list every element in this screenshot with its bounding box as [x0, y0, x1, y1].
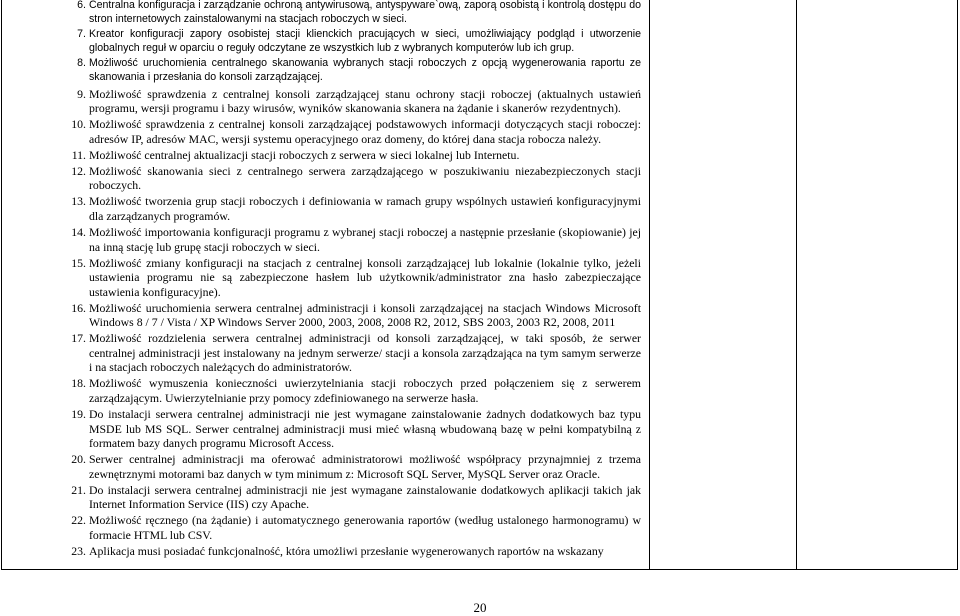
item-text: Możliwość uruchomienia serwera centralnej administracji i konsoli zarządzającej na stacjach Windows Microsoft Windows 8 / 7 / Vista / XP Windows Server 2000, 2003, 2008, 2008 R2, 2012, SBS 2003, 2003 R2, 2008, 2011	[89, 300, 641, 330]
item-number: 17.	[71, 331, 86, 346]
item-text: Do instalacji serwera centralnej administracji nie jest wymagane zainstalowanie dodatkowych aplikacji takich jak Internet Information Service (IIS) czy Apache.	[89, 482, 641, 512]
item-number: 16.	[71, 300, 86, 315]
item-number: 6.	[77, 0, 86, 11]
list-item	[64, 225, 641, 254]
list-item	[64, 117, 641, 146]
requirements-list	[64, 0, 641, 560]
item-text: Możliwość centralnej aktualizacji stacji roboczych z serwera w sieci lokalnej lub Internetu.	[89, 147, 520, 162]
list-item	[64, 407, 641, 451]
list-item	[64, 301, 641, 330]
item-number: 14.	[71, 225, 86, 240]
column-divider-1	[649, 0, 650, 570]
item-number: 20.	[71, 452, 86, 467]
item-text: Aplikacja musi posiadać funkcjonalność, która umożliwi przesłanie wygenerowanych raportów na wskazany	[89, 543, 604, 558]
list-item	[64, 483, 641, 512]
item-text: Centralna konfiguracja i zarządzanie ochroną antywirusową, antyspyware`ową, zaporą osobistą i kontrolą dostępu do stron internetowych zainstalowanymi na stacjach roboczych w sieci.	[89, 0, 641, 25]
list-item	[64, 513, 641, 542]
list-item	[64, 194, 641, 223]
item-number: 18.	[71, 376, 86, 391]
list-item	[64, 331, 641, 375]
item-number: 12.	[71, 163, 86, 178]
column-divider-2	[796, 0, 797, 570]
item-number: 19.	[71, 407, 86, 421]
item-text: Do instalacji serwera centralnej administracji nie jest wymagane zainstalowanie żadnych dodatkowych baz typu MSDE lub MS SQL. Serwer centralnej administracji musi mieć własną wbudowaną bazę w pełni kompatybilną z formatem bazy danych programu Microsoft Access.	[89, 407, 641, 450]
list-item	[64, 28, 641, 56]
item-text: Możliwość sprawdzenia z centralnej konsoli zarządzającej stanu ochrony stacji roboczej (aktualnych ustawień programu, wersji programu i bazy wirusów, wyników skanowania skanera na żądanie i skanerów rezydentnych).	[89, 86, 641, 116]
item-text: Możliwość uruchomienia centralnego skanowania wybranych stacji roboczych z opcją wygenerowania raportu ze skanowania i przesłania do konsoli zarządzającej.	[89, 57, 641, 84]
item-text: Kreator konfiguracji zapory osobistej stacji klienckich pracujących w sieci, umożliwiający podgląd i utworzenie globalnych reguł w oparciu o reguły odczytane ze wszystkich lub z wybranych komputerów lub ich grup.	[89, 28, 641, 54]
list-item	[64, 544, 641, 559]
item-number: 8.	[77, 57, 86, 70]
item-number: 21.	[71, 482, 86, 497]
item-text: Serwer centralnej administracji ma oferować administratorowi możliwość współpracy przynajmniej z trzema zewnętrznymi motorami baz danych w tym minimum z: Microsoft SQL Server, MySQL Server oraz Oracle.	[89, 452, 641, 481]
item-number: 15.	[71, 255, 86, 270]
item-number: 7.	[77, 28, 86, 41]
item-text: Możliwość ręcznego (na żądanie) i automatycznego generowania raportów (według ustalonego harmonogramu) w formacie HTML lub CSV.	[89, 513, 641, 542]
item-text: Możliwość tworzenia grup stacji roboczych i definiowania w ramach grupy wspólnych ustawień konfiguracyjnymi dla zarządzanych programów.	[89, 194, 641, 223]
list-item	[64, 87, 641, 116]
list-item	[64, 0, 641, 27]
item-text: Możliwość sprawdzenia z centralnej konsoli zarządzającej podstawowych informacji dotyczących stacji roboczej: adresów IP, adresów MAC, wersji systemu operacyjnego oraz domeny, do której dana stacja robocza należy.	[89, 117, 641, 146]
list-item	[64, 256, 641, 300]
item-text: Możliwość rozdzielenia serwera centralnej administracji od konsoli zarządzającej, w taki sposób, że serwer centralnej administracji jest instalowany na jednym serwerze/ stacji a konsola zarządzająca na tym samym serwerze i na stacjach roboczych należących do administratorów.	[89, 331, 641, 375]
item-number: 13.	[71, 194, 86, 209]
list-item	[64, 57, 641, 85]
list-item	[64, 148, 641, 163]
item-number: 23.	[71, 543, 86, 558]
list-item	[64, 164, 641, 193]
item-number: 22.	[71, 513, 86, 528]
list-item	[64, 452, 641, 481]
item-number: 9.	[77, 86, 86, 101]
item-text: Możliwość importowania konfiguracji programu z wybranej stacji roboczej a następnie przesłanie (skopiowanie) jej na inną stację lub grupę stacji roboczych w sieci.	[89, 225, 641, 254]
item-text: Możliwość wymuszenia konieczności uwierzytelniania stacji roboczych przed połączeniem się z serwerem zarządzającym. Uwierzytelnianie przy pomocy zdefiniowanego na serwerze hasła.	[89, 376, 641, 405]
item-text: Możliwość skanowania sieci z centralnego serwera zarządzającego w poszukiwaniu niezabezpieczonych stacji roboczych.	[89, 163, 641, 193]
item-text: Możliwość zmiany konfiguracji na stacjach z centralnej konsoli zarządzającej lub lokalnie (lokalnie tylko, jeżeli ustawienia programu nie są zabezpieczone hasłem lub użytkownik/administrator zna hasło zabezpieczające ustawienia konfiguracyjne).	[89, 255, 641, 299]
item-number: 11.	[71, 147, 86, 162]
item-number: 10.	[71, 117, 86, 132]
list-item	[64, 376, 641, 405]
page-number: 20	[473, 600, 487, 615]
